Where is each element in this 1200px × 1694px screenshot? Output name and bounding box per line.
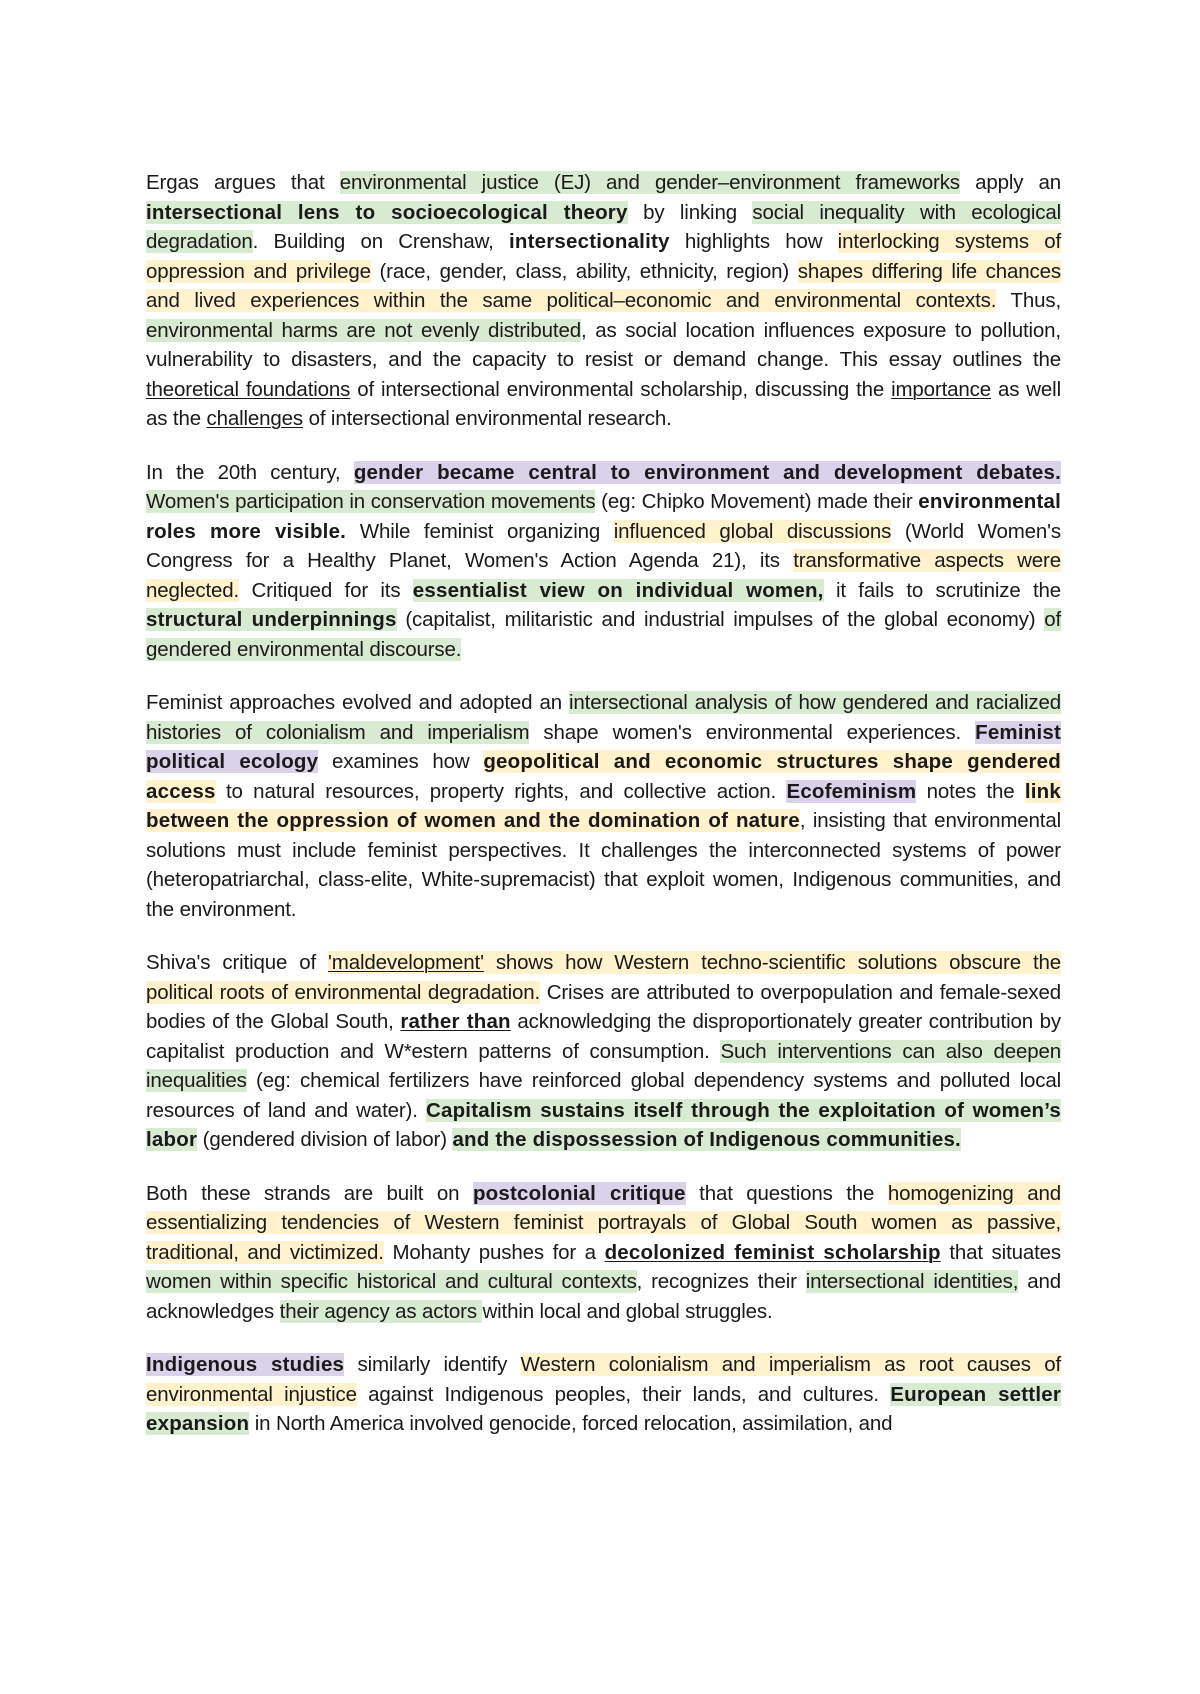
- highlighted-text: their agency as actors: [279, 1299, 483, 1323]
- highlighted-text: Women's participation in conservation movements: [146, 490, 596, 513]
- highlighted-text: postcolonial critique: [472, 1181, 686, 1205]
- highlighted-text: structural underpinnings: [146, 608, 397, 631]
- emphasized-text: rather than: [400, 1010, 511, 1033]
- highlighted-text: shapes differing life chances and lived experiences within the same political–economic and environmental contexts.: [146, 259, 1061, 312]
- text-run: that questions the: [685, 1181, 888, 1205]
- highlighted-text: Feminist political ecology: [146, 720, 1062, 773]
- highlighted-text: European settler expansion: [146, 1382, 1061, 1435]
- text-run: and acknowledges: [146, 1270, 1061, 1323]
- text-run: Critiqued for its: [239, 578, 413, 602]
- highlighted-text: of gendered environmental discourse.: [146, 608, 1061, 661]
- text-run: Mohanty pushes for a: [383, 1240, 605, 1264]
- highlighted-text: social inequality with ecological degradation: [146, 200, 1061, 253]
- text-run: While feminist organizing: [346, 519, 614, 543]
- text-run: similarly identify: [344, 1353, 521, 1376]
- emphasized-text: decolonized feminist scholarship: [604, 1240, 941, 1264]
- highlighted-text: Capitalism sustains itself through the exploitation of women’s labor: [146, 1098, 1061, 1151]
- highlighted-text: intersectional lens to socioecological theory: [146, 200, 628, 224]
- text-run: Crises are attributed to overpopulation and female-sexed bodies of the Global South,: [146, 980, 1061, 1033]
- text-run: . Building on Crenshaw,: [252, 230, 509, 253]
- emphasized-text: environmental roles more visible.: [146, 490, 1061, 543]
- highlighted-text: interlocking systems of oppression and privilege: [146, 230, 1062, 283]
- highlighted-text: transformative aspects were neglected.: [146, 549, 1061, 602]
- text-run: Thus,: [996, 289, 1061, 312]
- highlighted-text: Such interventions can also deepen inequalities: [146, 1039, 1061, 1092]
- text-run: of intersectional environmental scholarship, discussing the: [350, 377, 892, 401]
- text-run: highlights how: [669, 230, 838, 253]
- text-run: (gendered division of labor): [197, 1128, 453, 1151]
- text-run: shape women's environmental experiences.: [529, 720, 976, 744]
- text-run: apply an: [959, 171, 1061, 194]
- text-run: notes the: [916, 779, 1025, 803]
- highlighted-text: homogenizing and essentializing tendencies of Western feminist portrayals of Global South women as passive, traditional, and victimized.: [146, 1181, 1061, 1264]
- text-run: Feminist approaches evolved and adopted an: [146, 691, 570, 714]
- highlighted-text: Indigenous studies: [146, 1353, 345, 1376]
- highlighted-text: women within specific historical and cultural contexts: [146, 1270, 637, 1293]
- text-run: , recognizes their: [636, 1270, 806, 1293]
- highlighted-text: intersectional identities,: [805, 1270, 1019, 1293]
- highlighted-text: 'maldevelopment': [328, 951, 484, 974]
- text-run: in North America involved genocide, forced relocation, assimilation, and: [249, 1412, 893, 1435]
- document-body: [146, 168, 1061, 1463]
- text-run: by linking: [627, 200, 753, 224]
- highlighted-text: environmental harms are not evenly distributed: [146, 318, 581, 342]
- highlighted-text: influenced global discussions: [613, 519, 892, 543]
- emphasized-text: importance: [891, 377, 992, 401]
- paragraph-indigenous-studies: [146, 1350, 1061, 1439]
- highlighted-text: Western colonialism and imperialism as root causes of environmental injustice: [146, 1353, 1061, 1406]
- paragraph-postcolonial-critique: [146, 1179, 1061, 1327]
- emphasized-text: intersectionality: [508, 230, 670, 253]
- highlighted-text: Ecofeminism: [786, 779, 917, 803]
- highlighted-text: essentialist view on individual women,: [412, 578, 824, 602]
- text-run: against Indigenous peoples, their lands, and cultures.: [356, 1382, 891, 1406]
- text-run: of intersectional environmental research.: [303, 407, 672, 430]
- highlighted-text: and the dispossession of Indigenous communities.: [452, 1128, 961, 1151]
- text-run: examines how: [318, 750, 484, 773]
- text-run: In the 20th century,: [146, 460, 354, 484]
- text-run: Shiva's critique of: [146, 951, 328, 974]
- text-run: (eg: chemical fertilizers have reinforced global dependency systems and polluted local resources of land and water).: [146, 1069, 1061, 1122]
- highlighted-text: shows how Western techno-scientific solutions obscure the political roots of environmental degradation.: [146, 951, 1061, 1004]
- highlighted-text: gender became central to environment and development debates.: [353, 460, 1061, 484]
- text-run: Ergas argues that: [146, 171, 340, 194]
- text-run: (capitalist, militaristic and industrial impulses of the global economy): [396, 608, 1045, 631]
- paragraph-gender-environment: [146, 458, 1061, 665]
- highlighted-text: intersectional analysis of how gendered and racialized histories of colonialism and imperialism: [146, 691, 1061, 744]
- paragraph-intro: [146, 168, 1061, 434]
- text-run: that situates: [940, 1240, 1062, 1264]
- paragraph-shiva-critique: [146, 948, 1061, 1155]
- emphasized-text: theoretical foundations: [146, 377, 351, 401]
- highlighted-text: geopolitical and economic structures shape gendered access: [146, 750, 1061, 803]
- paragraph-feminist-approaches: [146, 688, 1061, 924]
- text-run: within local and global struggles.: [482, 1299, 773, 1323]
- text-run: , insisting that environmental solutions must include feminist perspectives. It challenges the interconnected systems of power (heteropatriarchal, class-elite, White-supremacist) that exploit women, Indigenous communities, and the environment.: [146, 809, 1062, 921]
- text-run: (World Women's Congress for a Healthy Planet, Women's Action Agenda 21), its: [146, 519, 1061, 572]
- text-run: to natural resources, property rights, and collective action.: [215, 779, 787, 803]
- text-run: Both these strands are built on: [146, 1181, 473, 1205]
- text-run: acknowledging the disproportionately greater contribution by capitalist production and W*estern patterns of consumption.: [146, 1010, 1061, 1063]
- text-run: (race, gender, class, ability, ethnicity, region): [370, 259, 798, 283]
- text-run: as well as the: [146, 377, 1061, 430]
- highlighted-text: environmental justice (EJ) and gender–environment frameworks: [339, 171, 960, 194]
- text-run: it fails to scrutinize the: [823, 578, 1061, 602]
- text-run: , as social location influences exposure to pollution, vulnerability to disasters, and the capacity to resist or demand change. This essay outlines the: [146, 318, 1061, 371]
- emphasized-text: challenges: [206, 407, 304, 430]
- text-run: (eg: Chipko Movement) made their: [595, 490, 919, 513]
- highlighted-text: link between the oppression of women and the domination of nature: [146, 779, 1061, 832]
